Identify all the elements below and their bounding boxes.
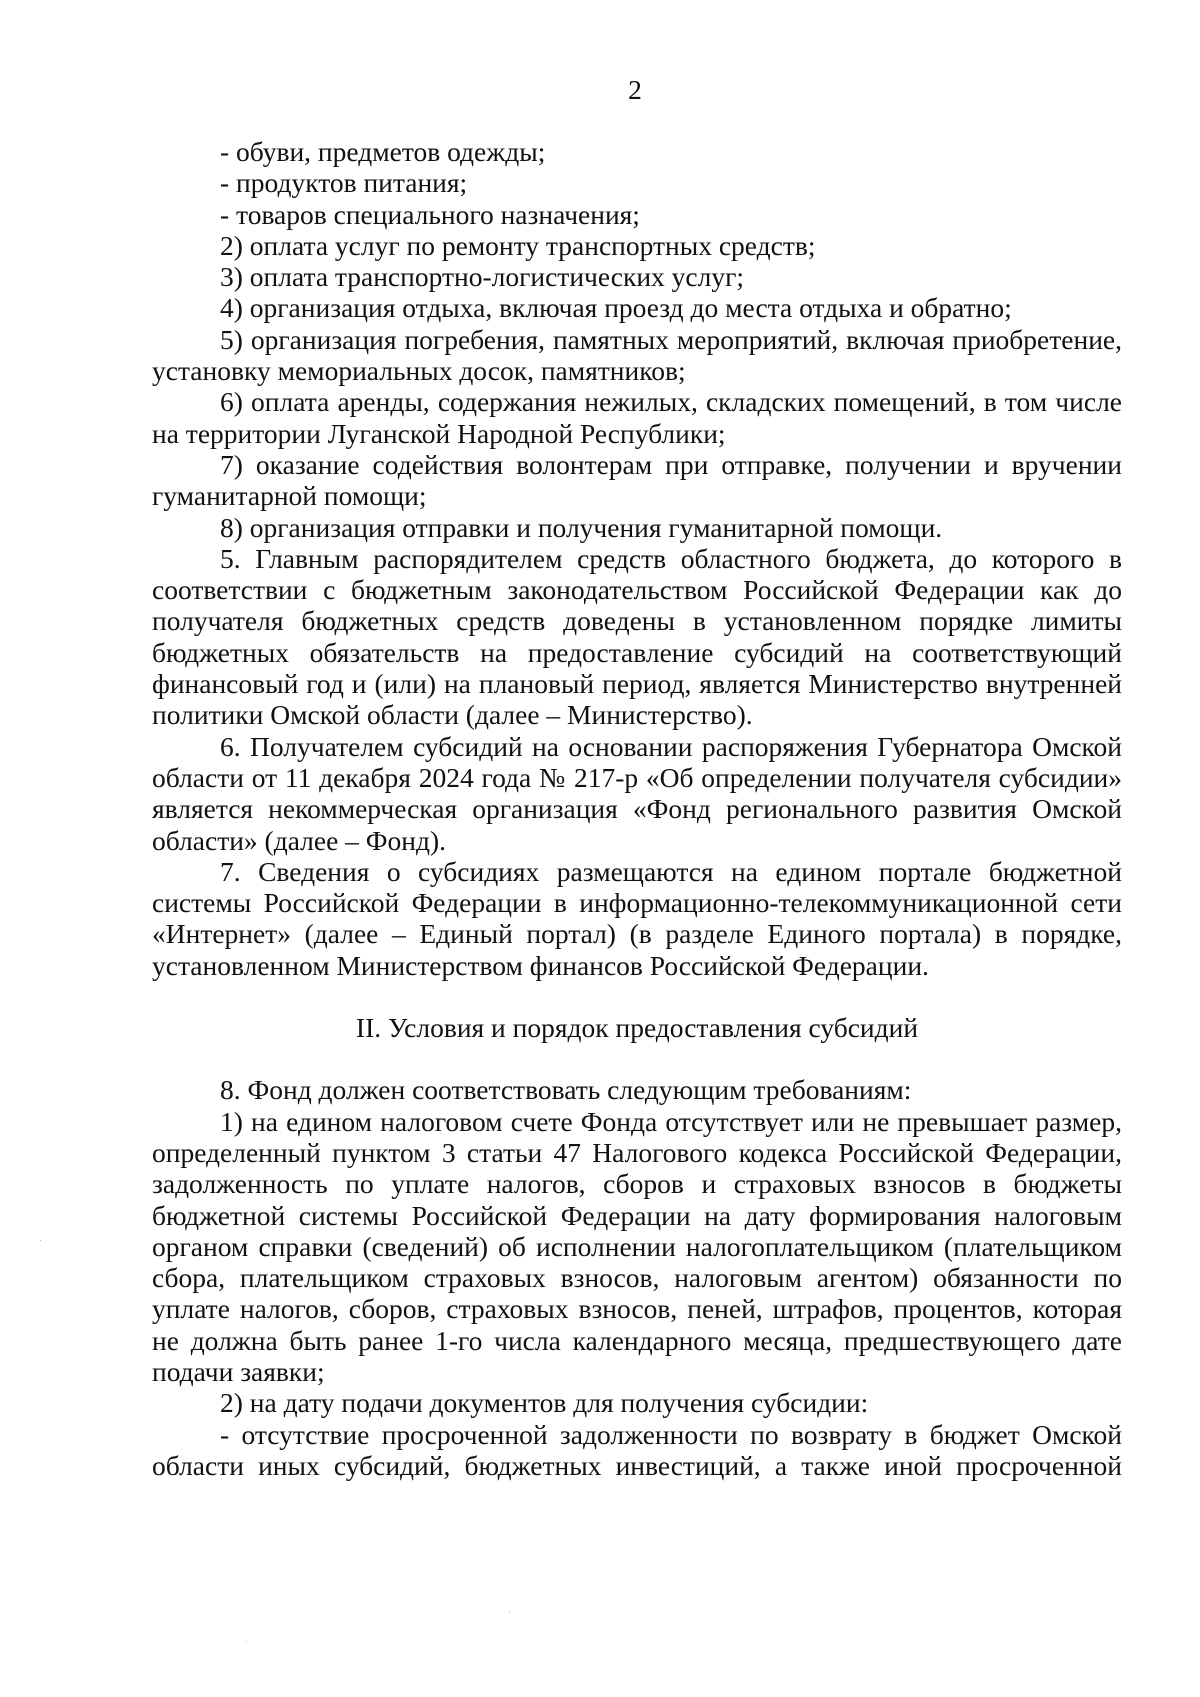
list-item: - обуви, предметов одежды;: [220, 136, 546, 167]
paragraph: 1) на едином налоговом счете Фонда отсутствует или не превышает размер, определенный пунктом 3 статьи 47 Налогового кодекса Российской Федерации, задолженность по уплате налогов, сборов и страховых взносов в бюджеты бюджетной системы Российской Федерации на дату формирования налоговым органом справки (сведений) об исполнении налогоплательщиком (плательщиком сбора, плательщиком страховых взносов, налоговым агентом) обязанности по уплате налогов, сборов, страховых взносов, пеней, штрафов, процентов, которая не должна быть ранее 1-го числа календарного месяца, предшествующего дате подачи заявки;: [152, 1105, 1122, 1387]
section-heading: II. Условия и порядок предоставления субсидий: [355, 1012, 919, 1044]
paragraph: 6. Получателем субсидий на основании распоряжения Губернатора Омской области от 11 декабря 2024 года № 217-р «Об определении получателя субсидии» является некоммерческая организация «Фонд регионального развития Омской области» (далее – Фонд).: [152, 730, 1122, 856]
list-item: 7) оказание содействия волонтерам при отправке, получении и вручении гуманитарной помощи;: [152, 448, 1122, 512]
scan-speck: [509, 1611, 510, 1612]
list-item: 3) оплата транспортно-логистических услуг;: [220, 261, 745, 293]
list-item: 5) организация погребения, памятных мероприятий, включая приобретение, установку мемориальных досок, памятников;: [152, 323, 1122, 387]
scan-speck: [40, 1240, 41, 1241]
page-number: 2: [628, 74, 642, 105]
paragraph: - отсутствие просроченной задолженности по возврату в бюджет Омской области иных субсидий, бюджетных инвестиций, а также иной просроченной: [152, 1418, 1122, 1481]
list-item: - продуктов питания;: [220, 167, 468, 199]
paragraph: 7. Сведения о субсидиях размещаются на едином портале бюджетной системы Российской Федерации в информационно-телекоммуникационной сети «Интернет» (далее – Единый портал) (в разделе Единого портала) в порядке, установленном Министерством финансов Российской Федерации.: [152, 855, 1122, 981]
document-body: [152, 136, 1122, 1481]
list-item: 6) оплата аренды, содержания нежилых, складских помещений, в том числе на территории Луганской Народной Республики;: [152, 386, 1122, 449]
paragraph: 2) на дату подачи документов для получения субсидии:: [220, 1387, 869, 1419]
paragraph: 5. Главным распорядителем средств областного бюджета, до которого в соответствии с бюджетным законодательством Российской Федерации как до получателя бюджетных средств доведены в установленном порядке лимиты бюджетных обязательств на предоставление субсидий на соответствующий финансовый год и (или) на плановый период, является Министерство внутренней политики Омской области (далее – Министерство).: [152, 542, 1122, 731]
list-item: - товаров специального назначения;: [220, 198, 640, 230]
list-item: 4) организация отдыха, включая проезд до места отдыха и обратно;: [220, 292, 1012, 324]
list-item: 8) организация отправки и получения гуманитарной помощи.: [220, 511, 943, 543]
list-item: 2) оплата услуг по ремонту транспортных средств;: [220, 229, 816, 261]
paragraph: 8. Фонд должен соответствовать следующим требованиям:: [220, 1074, 912, 1106]
scan-speck: [246, 1641, 247, 1642]
